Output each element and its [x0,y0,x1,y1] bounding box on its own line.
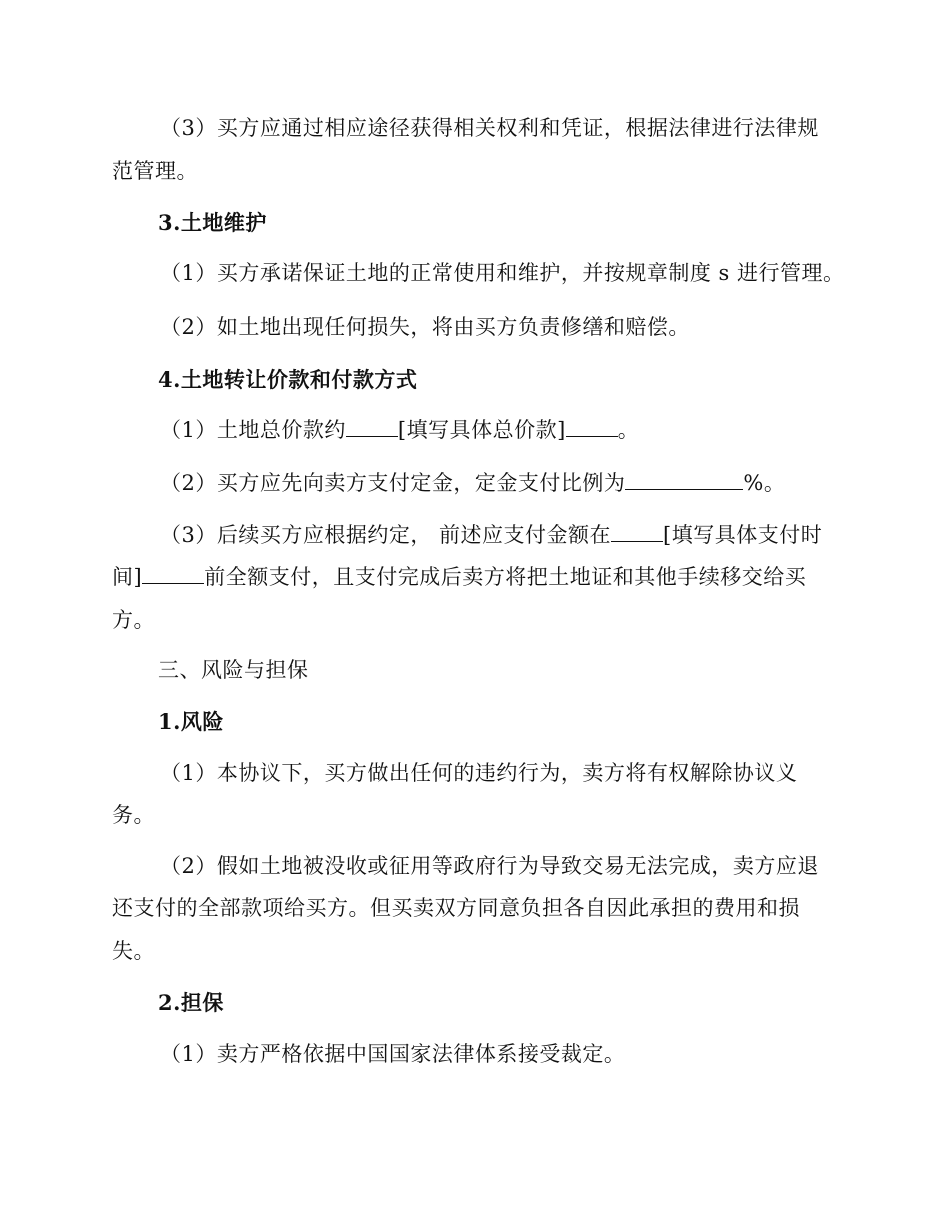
payment-item-2-prefix: （2）买方应先向卖方支付定金，定金支付比例为 [160,471,626,495]
payment-item-1-prefix: （1）土地总价款约 [160,418,346,442]
section-heading-land-maintenance: 3.土地维护 [158,210,267,235]
blank-underline [611,521,663,542]
payment-item-1-fill-hint: [填写具体总价款] [397,418,566,442]
payment-item-1-suffix: 。 [617,418,640,442]
payment-item-3-line-2 [112,563,806,591]
blank-underline [346,416,398,437]
section-heading-guarantee: 2.担保 [158,990,224,1015]
payment-item-3-line-3: 方。 [112,608,155,632]
land-maintenance-item-1: （1）买方承诺保证土地的正常使用和维护，并按规章制度 s 进行管理。 [160,261,845,285]
risk-item-1-line-1: （1）本协议下，买方做出任何的违约行为，卖方将有权解除协议义 [160,761,798,785]
payment-item-3-line-1 [160,521,822,549]
blank-underline [625,469,743,490]
payment-item-2-suffix: %。 [743,471,786,495]
blank-underline [566,416,618,437]
paragraph-3-line-1: （3）买方应通过相应途径获得相关权利和凭证，根据法律进行法律规 [160,116,819,140]
payment-item-3-fill-hint-end: 间] [112,565,143,589]
land-maintenance-item-2: （2）如土地出现任何损失，将由买方负责修缮和赔偿。 [160,315,690,339]
payment-item-2 [160,469,785,497]
risk-item-2-line-2: 还支付的全部款项给买方。但买卖双方同意负担各自因此承担的费用和损 [112,896,800,920]
payment-item-1 [160,416,639,444]
section-heading-payment: 4.土地转让价款和付款方式 [158,367,418,392]
risk-item-2-line-1: （2）假如土地被没收或征用等政府行为导致交易无法完成，卖方应退 [160,854,819,878]
section-heading-risk: 1.风险 [158,709,224,734]
chapter-heading-risk-guarantee: 三、风险与担保 [158,658,309,682]
guarantee-item-1: （1）卖方严格依据中国国家法律体系接受裁定。 [160,1042,626,1066]
paragraph-3-line-2: 范管理。 [112,159,198,183]
payment-item-3-line-2-text: 前全额支付，且支付完成后卖方将把土地证和其他手续移交给买 [204,565,807,589]
risk-item-2-line-3: 失。 [112,939,155,963]
blank-underline [142,563,204,584]
payment-item-3-fill-hint: [填写具体支付时 [663,523,823,547]
risk-item-1-line-2: 务。 [112,803,155,827]
payment-item-3-prefix: （3）后续买方应根据约定， 前述应支付金额在 [160,523,612,547]
